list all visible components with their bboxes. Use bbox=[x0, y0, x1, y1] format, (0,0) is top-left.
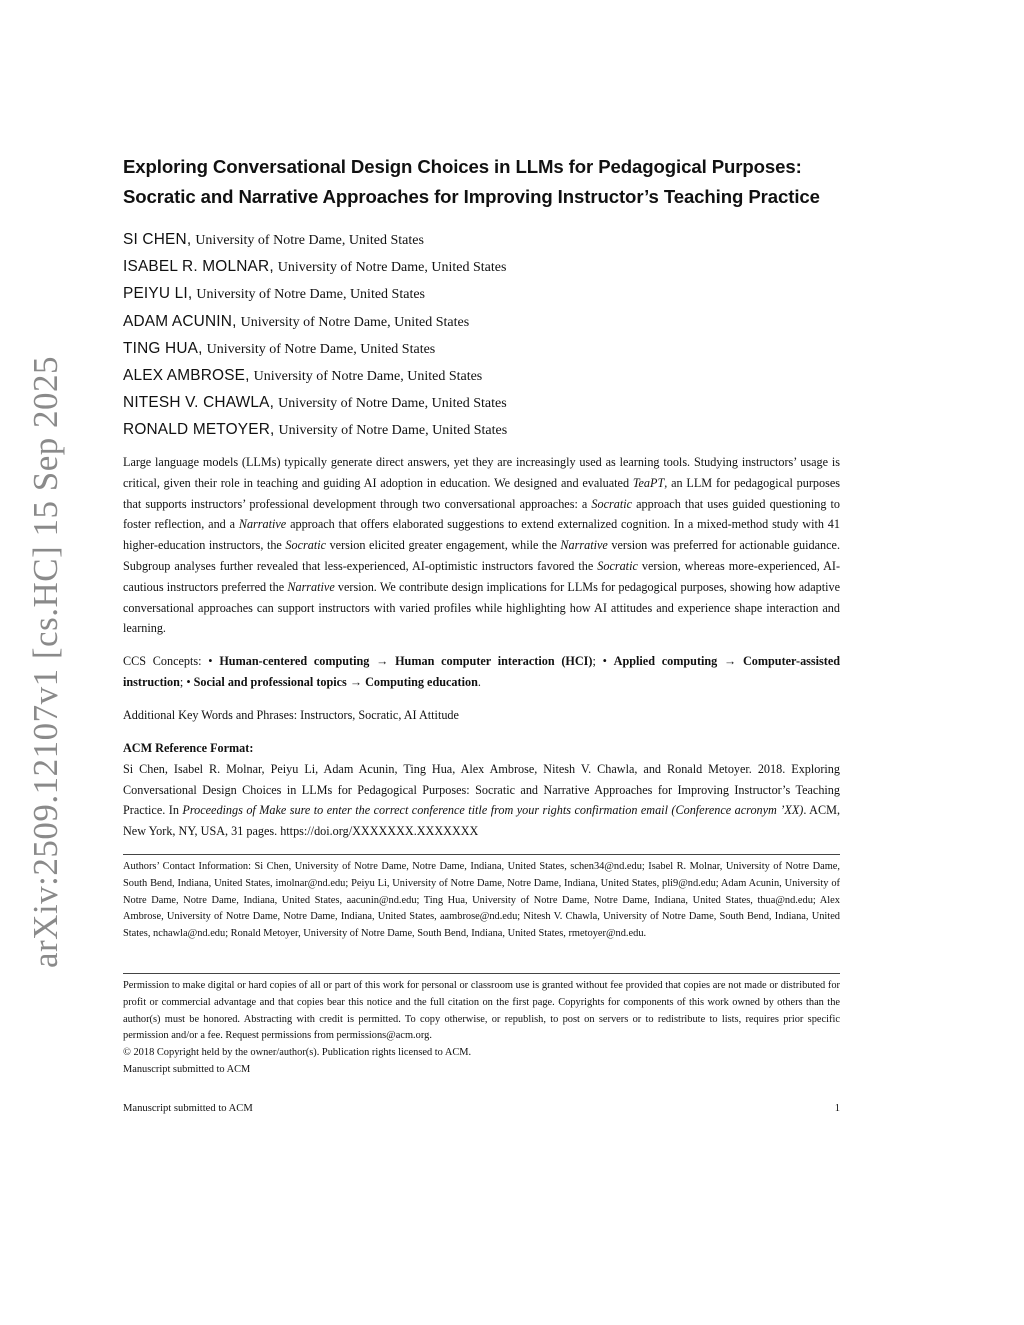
reference-text: . ACM, New York, NY, USA, 31 pages. https://doi.org/XXXXXXX.XXXXXXX bbox=[123, 803, 840, 839]
ccs-term: Applied computing bbox=[613, 654, 718, 668]
ccs-text: → bbox=[346, 675, 366, 689]
title-line-2: Socratic and Narrative Approaches for Improving Instructor’s Teaching Practice bbox=[123, 186, 820, 207]
abstract-text: version. We contribute design implications for LLMs for pedagogical purposes, showing how adaptive conversational approaches can support instructors with varied profiles while highlighting how AI attitudes and experience shape interaction and learning. bbox=[123, 579, 840, 636]
ccs-term: Computing education bbox=[365, 675, 478, 689]
author-affiliation: University of Notre Dame, United States bbox=[196, 287, 425, 303]
footer-manuscript: Manuscript submitted to ACM bbox=[123, 1103, 253, 1114]
ccs-text: ; • bbox=[179, 675, 194, 689]
abstract-text: version elicited greater engagement, while the bbox=[326, 538, 561, 553]
author-name: ALEX AMBROSE, bbox=[123, 366, 250, 384]
abstract-text: version, whereas more-experienced, AI-cautious instructors preferred the bbox=[123, 558, 841, 594]
author-entry bbox=[123, 362, 840, 389]
abstract-emphasis: Socratic bbox=[597, 558, 638, 573]
acm-reference-format bbox=[123, 738, 840, 842]
abstract-emphasis: Narrative bbox=[238, 517, 287, 532]
author-affiliation: University of Notre Dame, United States bbox=[278, 423, 508, 439]
abstract-emphasis: Narrative bbox=[560, 538, 608, 553]
author-affiliation: University of Notre Dame, United States bbox=[277, 260, 507, 276]
paper-title bbox=[123, 152, 840, 212]
abstract-text: approach that uses guided questioning to foster reflection, and a bbox=[123, 496, 841, 532]
page-footer bbox=[123, 1101, 840, 1117]
abstract-emphasis: Socratic bbox=[591, 496, 633, 511]
copyright-line: © 2018 Copyright held by the owner/author(s). Publication rights licensed to ACM. bbox=[123, 1047, 472, 1059]
abstract-emphasis: Narrative bbox=[287, 579, 335, 594]
author-entry bbox=[123, 226, 840, 253]
ccs-text: ; • bbox=[592, 654, 614, 668]
author-name: RONALD METOYER, bbox=[123, 421, 275, 439]
acm-reference-heading: ACM Reference Format: bbox=[123, 741, 254, 755]
abstract-emphasis: TeaPT bbox=[632, 475, 665, 490]
author-contact-info: Authors’ Contact Information: Si Chen, University of Notre Dame, Notre Dame, Indiana, United States, schen34@nd.edu; Isabel R. Molnar, University of Notre Dame, South Bend, Indiana, United States, imolnar@nd.edu; Peiyu Li, University of Notre Dame, Notre Dame, Indiana, United States, pli9@nd.edu; Adam Acunin, University of Notre Dame, Notre Dame, Indiana, United States, aacunin@nd.edu; Ting Hua, University of Notre Dame, Notre Dame, Indiana, United States, thua@nd.edu; Alex Ambrose, University of Notre Dame, Notre Dame, Indiana, United States, aambrose@nd.edu; Nitesh V. Chawla, University of Notre Dame, South Bend, Indiana, United States, nchawla@nd.edu; Ronald Metoyer, University of Notre Dame, South Bend, Indiana, United States, rmetoyer@nd.edu. bbox=[123, 854, 840, 943]
abstract-text: version was preferred for actionable guidance. Subgroup analyses further revealed that less-experienced, AI-optimistic instructors favored the bbox=[123, 538, 840, 573]
permission-text: Permission to make digital or hard copies of all or part of this work for personal or classroom use is granted without fee provided that copies are not made or distributed for profit or commercial advantage and that copies bear this notice and the full citation on the first page. Copyrights for components of this work owned by others than the author(s) must be honored. Abstracting with credit is permitted. To copy otherwise, or republish, to post on servers or to redistribute to lists, requires prior specific permission and/or a fee. Request permissions from permissions@acm.org. bbox=[123, 980, 840, 1042]
author-affiliation: University of Notre Dame, United States bbox=[240, 314, 470, 330]
author-name: NITESH V. CHAWLA, bbox=[123, 394, 275, 412]
author-entry bbox=[123, 280, 840, 307]
ccs-term: Human-centered computing bbox=[219, 654, 370, 668]
ccs-text: CCS Concepts: • bbox=[123, 654, 220, 668]
abstract-text: approach that offers elaborated suggestions to extend externalized cognition. In a mixed-method study with 41 higher-education instructors, the bbox=[123, 517, 840, 553]
ccs-term: Computer-assisted instruction bbox=[123, 654, 841, 689]
keywords: Additional Key Words and Phrases: Instructors, Socratic, AI Attitude bbox=[123, 708, 459, 722]
page-number: 1 bbox=[834, 1103, 840, 1114]
arxiv-stamp: arXiv:2509.12107v1 [cs.HC] 15 Sep 2025 bbox=[26, 355, 65, 969]
abstract-text: , an LLM for pedagogical purposes that supports instructors’ professional development through two conversational approaches: a bbox=[123, 475, 840, 511]
author-affiliation: University of Notre Dame, United States bbox=[253, 368, 483, 384]
author-entry bbox=[123, 416, 840, 443]
ccs-term: Human computer interaction (HCI) bbox=[395, 654, 593, 668]
author-entry bbox=[123, 335, 840, 362]
abstract-text: Large language models (LLMs) typically generate direct answers, yet they are increasingly used as learning tools. Studying instructors’ usage is critical, given their role in teaching and guiding AI adoption in education. We designed and evaluated bbox=[123, 455, 840, 490]
title-line-1: Exploring Conversational Design Choices in LLMs for Pedagogical Purposes: bbox=[123, 156, 802, 177]
ccs-text: → bbox=[717, 654, 743, 668]
author-name: SI CHEN, bbox=[123, 231, 192, 248]
abstract-emphasis: Socratic bbox=[285, 538, 327, 553]
ccs-term: Social and professional topics bbox=[193, 675, 347, 689]
author-affiliation: University of Notre Dame, United States bbox=[206, 341, 436, 357]
author-affiliation: University of Notre Dame, United States bbox=[195, 233, 424, 248]
author-name: PEIYU LI, bbox=[123, 285, 193, 303]
reference-venue: Proceedings of Make sure to enter the correct conference title from your rights confirmation email (Conference acronym ’XX) bbox=[182, 803, 804, 818]
author-affiliation: University of Notre Dame, United States bbox=[278, 396, 507, 412]
author-entry bbox=[123, 308, 840, 335]
abstract bbox=[123, 452, 840, 639]
author-entry bbox=[123, 253, 840, 280]
reference-text: Si Chen, Isabel R. Molnar, Peiyu Li, Adam Acunin, Ting Hua, Alex Ambrose, Nitesh V. Chawla, and Ronald Metoyer. 2018. Exploring Conversational Design Choices in LLMs for Pedagogical Purposes: Socratic and Narrative Approaches for Improving Instructor’s Teaching Practice. In bbox=[123, 761, 840, 818]
acm-reference-body bbox=[123, 759, 840, 842]
author-list bbox=[123, 226, 840, 444]
ccs-concepts bbox=[123, 651, 840, 693]
author-name: ADAM ACUNIN, bbox=[123, 312, 237, 330]
manuscript-note: Manuscript submitted to ACM bbox=[123, 1063, 251, 1075]
author-entry bbox=[123, 389, 840, 416]
author-name: TING HUA, bbox=[123, 339, 203, 357]
author-name: ISABEL R. MOLNAR, bbox=[123, 258, 274, 276]
permission-notice bbox=[123, 973, 840, 1079]
ccs-text: . bbox=[477, 675, 481, 689]
ccs-text: → bbox=[369, 654, 396, 668]
